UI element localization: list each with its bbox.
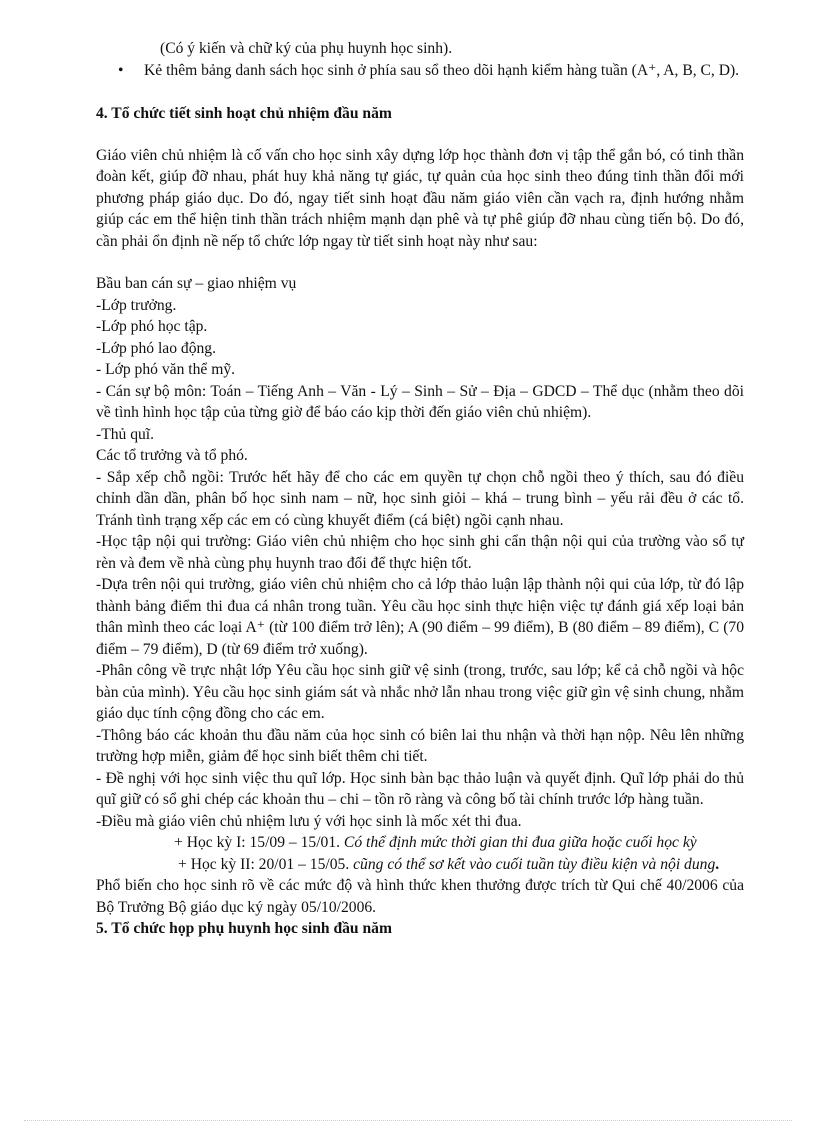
list-line: - Cán sự bộ môn: Toán – Tiếng Anh – Văn - Lý – Sinh – Sử – Địa – GDCD – Thể dục (nhằm theo dõi về tình hình học tập của từng giờ để báo cáo kịp thời đến giáo viên chủ nhiệm). [96, 382, 744, 421]
section4-list [96, 273, 744, 832]
list-line: -Dựa trên nội qui trường, giáo viên chủ nhiệm cho cả lớp thảo luận lập thành nội qui của lớp, từ đó lập thành bảng điểm thi đua cá nhân trong tuần. Yêu cầu học sinh thực hiện việc tự đánh giá xếp loại bản thân mình theo các loại A⁺ (từ 100 điểm trở lên); A (90 điểm – 99 điểm), B (80 điểm – 89 điểm), C (70 điểm – 79 điểm), D (từ 69 điểm trở xuống). [96, 576, 744, 658]
list-line: -Điều mà giáo viên chủ nhiệm lưu ý với học sinh là mốc xét thi đua. [96, 812, 522, 830]
section4-intro: Giáo viên chủ nhiệm là cố vấn cho học sinh xây dựng lớp học thành đơn vị tập thể gắn bó, có tinh thần đoàn kết, giúp đỡ nhau, phát huy khả năng tự giác, tự quản của học sinh theo đúng tinh thần đổi mới phương pháp giáo dục. Do đó, ngay tiết sinh hoạt đầu năm giáo viên cần vạch ra, định hướng nhằm giúp các em thể hiện tinh thần trách nhiệm mạnh dạn phê và tự phê giúp đỡ nhau cùng tiến bộ. Do đó, cần phải ổn định nề nếp tổ chức lớp ngay từ tiết sinh hoạt này như sau: [96, 146, 744, 250]
list-line: Bầu ban cán sự – giao nhiệm vụ [96, 275, 297, 292]
list-line: -Lớp phó lao động. [96, 339, 216, 357]
document-page [96, 38, 744, 940]
bullet-item [96, 60, 744, 82]
list-line: -Lớp phó học tập. [96, 318, 208, 335]
list-line: Các tổ trưởng và tổ phó. [96, 447, 248, 464]
semester2-end: . [715, 855, 720, 873]
parent-note: (Có ý kiến và chữ ký của phụ huynh học sinh). [160, 40, 453, 57]
semester2-dates: + Học kỳ II: 20/01 – 15/05. [178, 855, 354, 873]
section4-closing: Phổ biến cho học sinh rõ về các mức độ và hình thức khen thưởng được trích từ Qui chế 40/2006 của Bộ Trưởng Bộ giáo dục ký ngày 05/10/2006. [96, 877, 744, 916]
list-line: -Học tập nội qui trường: Giáo viên chủ nhiệm cho học sinh ghi cẩn thận nội qui của trường vào sổ tự rèn và đem về nhà cùng phụ huynh trao đổi để thực hiện tốt. [96, 533, 744, 572]
page-bottom-rule [24, 1120, 792, 1121]
list-line: -Thông báo các khoản thu đầu năm của học sinh có biên lai thu nhận và thời hạn nộp. Nêu lên những trường hợp miễn, giảm để học sinh biết thêm chi tiết. [96, 726, 744, 765]
semester2-line [96, 854, 744, 876]
list-line: -Thủ quĩ. [96, 425, 155, 443]
semester1-dates: + Học kỳ I: 15/09 – 15/01. [174, 834, 344, 851]
semester1-line [96, 832, 744, 854]
list-line: -Lớp trưởng. [96, 296, 177, 314]
list-line: - Sắp xếp chỗ ngồi: Trước hết hãy để cho các em quyền tự chọn chỗ ngồi theo ý thích, sau đó điều chỉnh dần dần, phân bố học sinh nam – nữ, học sinh giỏi – khá – trung bình – yếu rải đều ở các tổ. Tránh tình trạng xếp các em có cùng khuyết điểm (cá biệt) ngồi cạnh nhau. [96, 468, 744, 529]
list-line: -Phân công về trực nhật lớp Yêu cầu học sinh giữ vệ sinh (trong, trước, sau lớp; kể cả chỗ ngồi và hộc bàn của mình). Yêu cầu học sinh giám sát và nhắc nhở lẫn nhau trong việc giữ gìn vệ sinh chung, nhằm giáo dục tính cộng đồng cho các em. [96, 662, 744, 722]
semester1-note: Có thể định mức thời gian thi đua giữa hoặc cuối học kỳ [343, 834, 697, 851]
bullet-text: Kẻ thêm bảng danh sách học sinh ở phía sau sổ theo dõi hạnh kiểm hàng tuần (A⁺, A, B, C, D). [144, 61, 740, 79]
list-line: - Đề nghị với học sinh việc thu quĩ lớp. Học sinh bàn bạc thảo luận và quyết định. Quĩ lớp phải do thủ quĩ giữ có sổ ghi chép các khoản thu – chi – tồn rõ ràng và công bố tài chính trước lớp hàng tuần. [96, 769, 744, 808]
list-line: - Lớp phó văn thể mỹ. [96, 361, 236, 378]
semester2-note: cũng có thể sơ kết vào cuối tuần tùy điều kiện và nội dung [353, 855, 716, 873]
section4-heading: 4. Tổ chức tiết sinh hoạt chủ nhiệm đầu năm [96, 105, 392, 122]
bullet-icon: • [118, 61, 124, 79]
section5-heading: 5. Tổ chức họp phụ huynh học sinh đầu năm [96, 920, 392, 937]
